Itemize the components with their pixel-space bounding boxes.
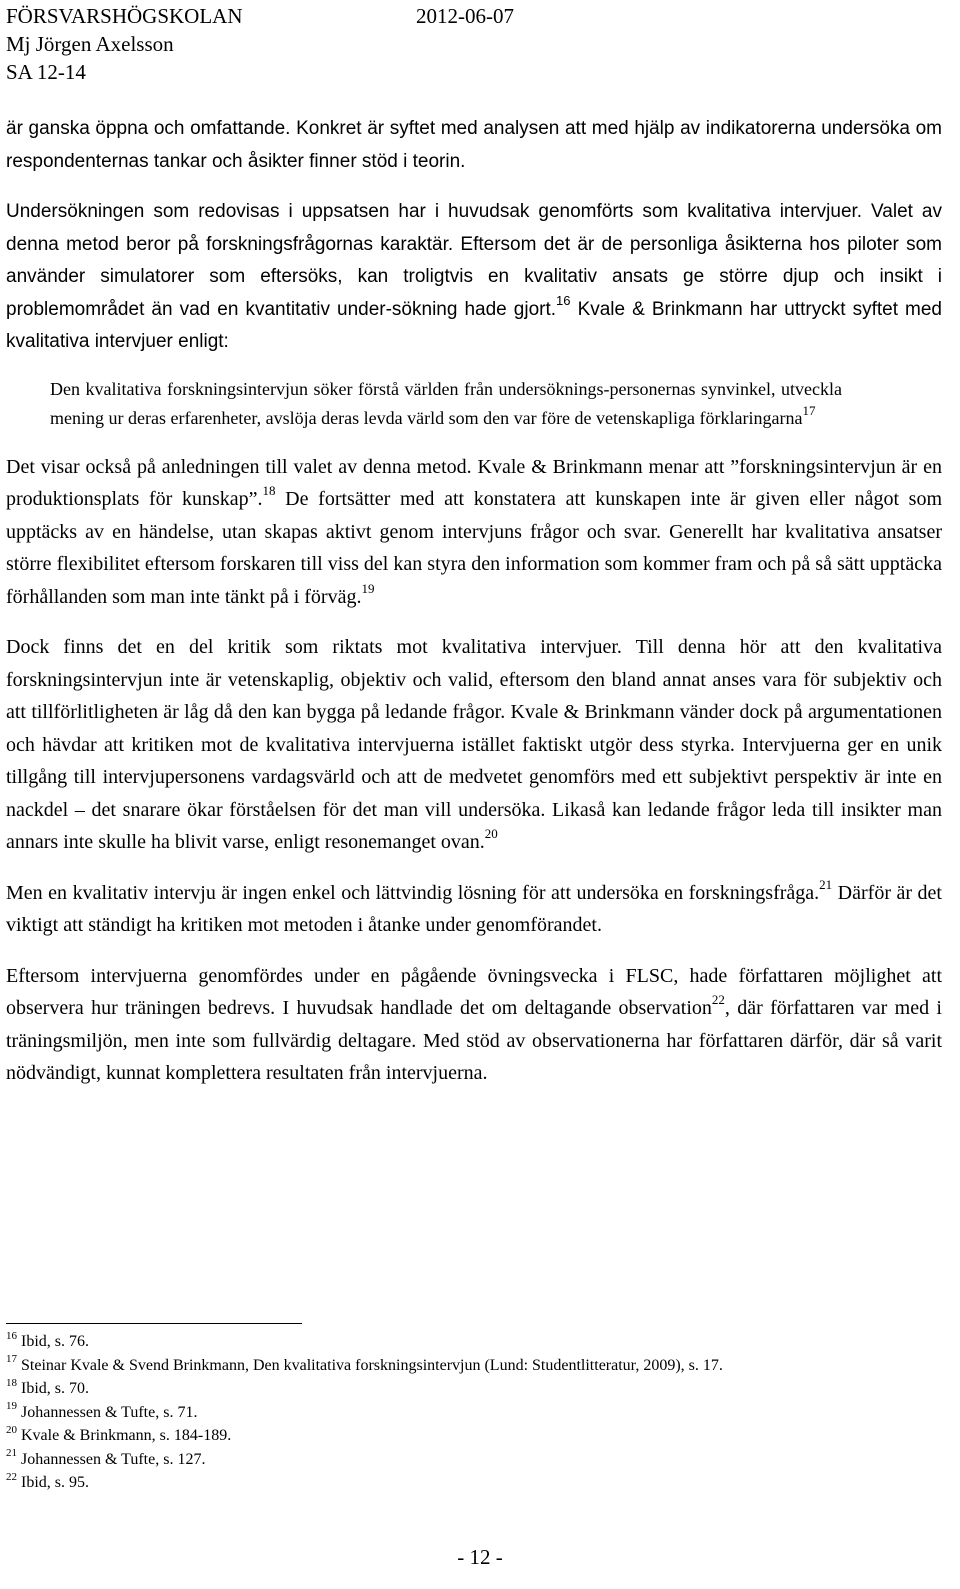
footnotes [6,1330,946,1495]
paragraph-3-mid: De fortsätter med att konstatera att kunskapen inte är given eller något som upptäcks av en händelse, utan skapas aktivt genom intervjuns frågor och svar. Generellt har kvalitativa ansatser större flexibilitet eftersom forskaren till viss del kan styra den information som kommer fram och på så sätt upptäcka förhållanden som man inte tänkt på i förväg. [6,488,942,608]
paragraph-4 [6,631,942,859]
footnote-ref-19[interactable]: 19 [361,580,375,596]
footnote-separator [6,1323,302,1324]
footnote-number: 16 [6,1329,17,1342]
footnote-18 [6,1377,946,1401]
footnote-number: 20 [6,1423,17,1436]
footnote-ref-20[interactable]: 20 [484,826,498,842]
page-number: - 12 - [457,1545,503,1569]
footnote-text: Kvale & Brinkmann, s. 184-189. [21,1427,232,1444]
paragraph-5-tail: Därför är det viktigt att ständigt ha kritiken mot metoden i åtanke under genomförandet. [6,881,942,936]
footnote-16 [6,1330,946,1354]
paragraph-4-text: Dock finns det en del kritik som riktats mot kvalitativa intervjuer. Till denna hör att den kvalitativa forskningsintervjun inte är vetenskaplig, objektiv och valid, eftersom den bland annat anses vara för subjektiv och att tillförlitligheten är låg då den kan bygga på ledande frågor. Kvale & Brinkmann vänder dock på argumentationen och hävdar att kritiken mot de kvalitativa intervjuerna istället faktiskt utgör dess styrka. Intervjuerna ger en unik tillgång till intervjupersonens vardagsvärld och att de medvetet genomförs med ett subjektivt perspektiv är inte en nackdel – det snarare ökar förståelsen för det man vill undersöka. Likaså kan ledande frågor leda till insikter man annars inte skulle ha blivit varse, enligt resonemanget ovan. [6,636,942,853]
footnote-ref-17[interactable]: 17 [802,402,816,418]
footnote-number: 18 [6,1376,17,1389]
paragraph-6-text: Eftersom intervjuerna genomfördes under en pågående övningsvecka i FLSC, hade författaren möjlighet att observera hur träningen bedrevs. I huvudsak handlade det om deltagande observation [6,964,942,1019]
footnote-22 [6,1471,946,1495]
footnote-21 [6,1448,946,1472]
footnote-text: Steinar Kvale & Svend Brinkmann, Den kvalitativa forskningsintervjun (Lund: Studentlitteratur, 2009), s. 17. [21,1356,723,1374]
footnote-text: Johannessen & Tufte, s. 71. [21,1403,198,1421]
quote-text: Den kvalitativa forskningsintervjun söker förstå världen från undersöknings-personernas synvinkel, utveckla mening ur deras erfarenheter, avslöja deras levda värld som den var före de vetenskapliga förklaringarna [50,378,842,428]
header-date: 2012-06-07 [416,4,514,28]
footnote-17 [6,1354,946,1378]
paragraph-5-text: Men en kvalitativ intervju är ingen enkel och lättvindig lösning för att undersöka en forskningsfråga. [6,881,820,904]
footnote-number: 17 [6,1353,17,1366]
footnote-ref-21[interactable]: 21 [819,876,833,892]
paragraph-2-tail: Kvale & Brinkmann har uttryckt syftet med kvalitativa intervjuer enligt: [6,298,942,352]
school-name: FÖRSVARSHÖGSKOLAN [6,4,243,28]
paragraph-1: är ganska öppna och omfattande. Konkret är syftet med analysen att med hjälp av indikatorerna undersöka om respondenternas tankar och åsikter finner stöd i teorin. [6,118,942,172]
paragraph-2 [6,196,942,359]
footnote-text: Johannessen & Tufte, s. 127. [21,1450,206,1468]
course-code: SA 12-14 [6,60,86,84]
document-body [6,113,942,1090]
footnote-ref-16[interactable]: 16 [556,293,571,309]
paragraph-2-text: Undersökningen som redovisas i uppsatsen har i huvudsak genomförts som kvalitativa intervjuer. Valet av denna metod beror på forskningsfrågornas karaktär. Eftersom det är de personliga åsikterna hos piloter som använder simulatorer som eftersöks, kan troligtvis en kvalitativ ansats ge större djup och insikt i problemområdet än vad en kvantitativ under-sökning hade gjort. [6,201,942,320]
footnote-20 [6,1424,946,1448]
footnote-number: 21 [6,1447,17,1460]
page-header [6,2,514,86]
paragraph-5 [6,877,942,942]
block-quote [50,375,842,433]
footnote-number: 19 [6,1400,17,1413]
footnote-text: Ibid, s. 95. [21,1474,89,1491]
paragraph-6 [6,960,942,1090]
paragraph-6-tail: , där författaren var med i träningsmiljön, men inte som fullvärdig deltagare. Med stöd av observationerna har författaren därför, där så varit nödvändigt, kunnat komplettera resultaten från intervjuerna. [6,997,942,1084]
paragraph-3 [6,451,942,614]
footnote-text: Ibid, s. 70. [21,1380,89,1397]
author-name: Mj Jörgen Axelsson [6,32,174,56]
footnote-number: 22 [6,1470,17,1483]
paragraph-3-text: Det visar också på anledningen till valet av denna metod. Kvale & Brinkmann menar att ”forskningsintervjun är en produktionsplats för kunskap”. [6,455,942,510]
footnote-ref-18[interactable]: 18 [262,483,276,499]
footnote-ref-22[interactable]: 22 [711,992,725,1008]
footnote-19 [6,1401,946,1425]
footnote-text: Ibid, s. 76. [21,1333,89,1350]
